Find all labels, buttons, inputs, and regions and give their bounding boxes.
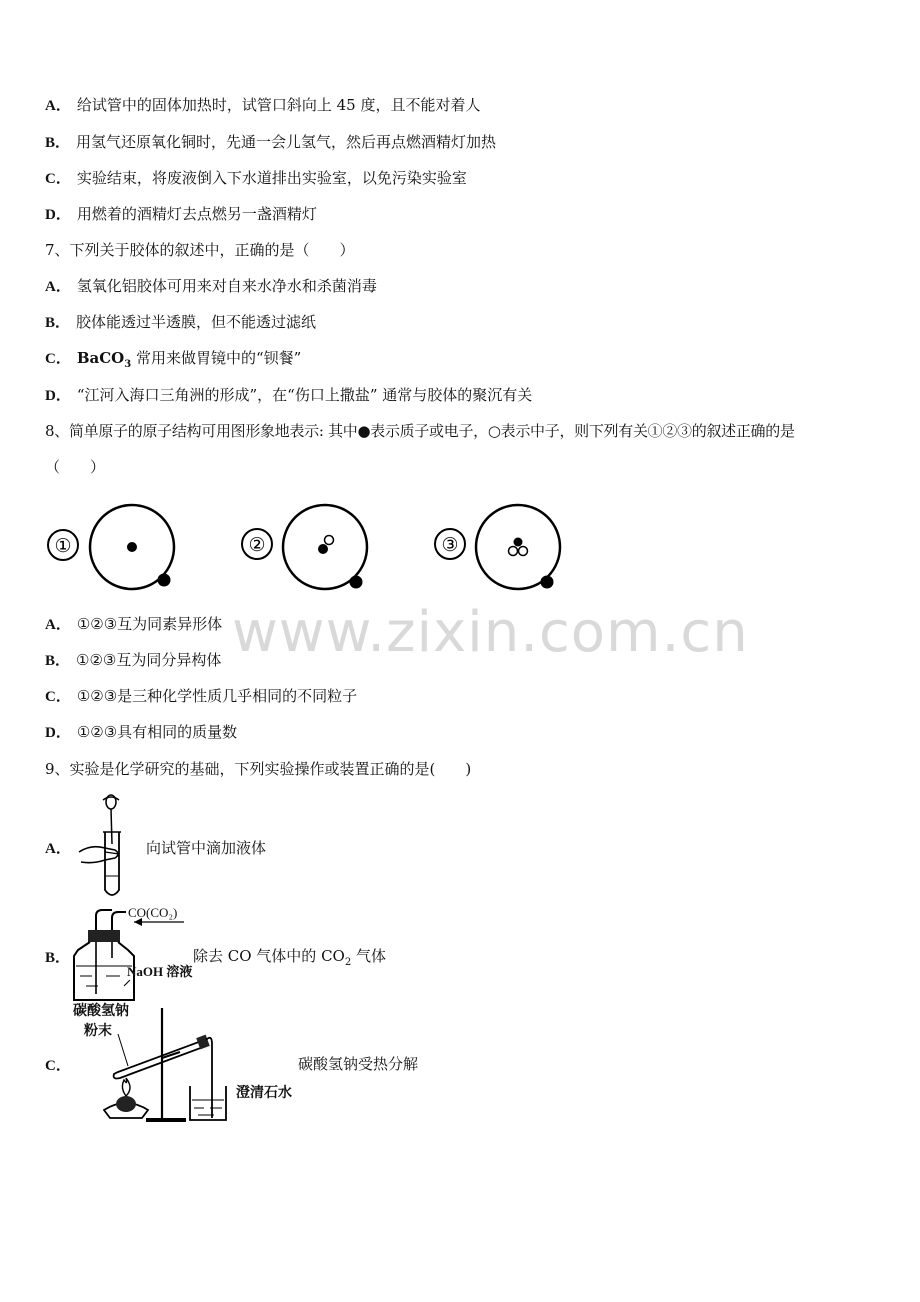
hand-icon <box>79 847 118 863</box>
q9-option-b-text <box>193 946 386 973</box>
inlet-tube-icon <box>96 910 112 930</box>
option-letter: B． <box>45 135 71 151</box>
option-text: “江河入海口三角洲的形成”，在“伤口上撒盐” 通常与胶体的聚沉有关 <box>76 386 533 404</box>
q8-option-d <box>45 722 237 743</box>
powder-pointer <box>118 1034 128 1066</box>
question-9-stem: 9、实验是化学研究的基础，下列实验操作或装置正确的是( ) <box>45 760 472 778</box>
q7-option-b <box>45 312 316 333</box>
atom-2 <box>242 505 367 589</box>
nucleus-neutron-3a <box>509 547 518 556</box>
electron-1 <box>158 574 171 587</box>
atom-diagram-svg <box>45 498 605 598</box>
option-letter: B． <box>45 653 71 669</box>
nucleus-proton-1 <box>127 542 137 552</box>
q7-option-a <box>45 276 377 297</box>
electron-3 <box>541 576 554 589</box>
q7-option-c <box>45 348 301 375</box>
option-letter: B． <box>45 950 71 966</box>
option-letter: D． <box>45 725 71 741</box>
q8-option-b <box>45 650 221 671</box>
watermark: www.zixin.com.cn <box>232 600 749 665</box>
option-letter: D． <box>45 207 71 223</box>
powder-label-1: 碳酸氢钠 <box>73 1004 129 1019</box>
option-text: 用燃着的酒精灯去点燃另一盏酒精灯 <box>76 205 317 223</box>
option-letter: D． <box>45 388 71 404</box>
option-text: ①②③互为同素异形体 <box>76 615 223 633</box>
option-text: ①②③是三种化学性质几乎相同的不同粒子 <box>76 687 358 705</box>
atom-1 <box>48 505 174 589</box>
option-text: 氢氧化铝胶体可用来对自来水净水和杀菌消毒 <box>76 277 377 295</box>
option-b-line <box>45 132 496 153</box>
tube-stopper-icon <box>196 1035 210 1050</box>
option-letter: C． <box>45 351 71 367</box>
dropper-tube-icon <box>111 809 112 844</box>
electron-2 <box>350 576 363 589</box>
atom-label-3: ③ <box>441 534 459 556</box>
formula-subscript: 2 <box>344 957 352 968</box>
atom-label-1: ① <box>54 535 72 557</box>
beaker-svg <box>186 1084 232 1124</box>
option-d-line <box>45 204 317 225</box>
naoh-solution-label: NaOH 溶液 <box>127 964 193 979</box>
option-text: 实验结束，将废液倒入下水道排出实验室，以免污染实验室 <box>76 169 467 187</box>
option-text: ①②③具有相同的质量数 <box>76 723 238 741</box>
heated-test-tube-icon <box>114 1040 206 1079</box>
atom-diagrams <box>45 498 605 598</box>
formula-subscript: 3 <box>124 359 132 370</box>
powder-label-2: 粉末 <box>84 1024 112 1039</box>
q8-option-c <box>45 686 357 707</box>
question-8-paren: （ ） <box>45 458 106 476</box>
q9-option-a <box>45 838 77 859</box>
option-c-line <box>45 168 467 189</box>
gas-label: CO(CO₂) <box>128 905 178 920</box>
q9-option-c-text: 碳酸氢钠受热分解 <box>298 1055 419 1073</box>
atom-label-2: ② <box>248 534 266 556</box>
option-a-line <box>45 95 480 116</box>
option-text: 给试管中的固体加热时，试管口斜向上 45 度，且不能对着人 <box>76 96 481 114</box>
outlet-tube <box>112 912 126 930</box>
option-text: ①②③互为同分异构体 <box>76 651 222 669</box>
label-pointer <box>124 980 130 986</box>
dropper-figure-svg <box>75 792 145 902</box>
nucleus-proton-2 <box>318 544 328 554</box>
q7-option-d <box>45 385 532 406</box>
formula-baco3: BaCO <box>76 349 125 367</box>
nucleus-proton-3 <box>514 538 523 547</box>
nucleus-neutron-2 <box>325 536 334 545</box>
option-letter: B． <box>45 315 71 331</box>
stopper-icon <box>88 930 120 942</box>
option-text: 常用来做胃镜中的“钡餐” <box>131 349 302 367</box>
bottle-icon <box>74 942 134 1000</box>
option-letter: C． <box>45 689 71 705</box>
q9-option-c <box>45 1055 77 1076</box>
option-letter: C． <box>45 1058 71 1074</box>
q9-option-a-text: 向试管中滴加液体 <box>146 839 267 857</box>
stand-base-icon <box>146 1118 186 1122</box>
option-letter: A． <box>45 617 71 633</box>
option-text: 胶体能透过半透膜，但不能透过滤纸 <box>76 313 317 331</box>
option-letter: A． <box>45 98 71 114</box>
option-letter: A． <box>45 279 71 295</box>
limewater-label: 澄清石水 <box>236 1086 292 1101</box>
beaker-figure <box>186 1084 232 1128</box>
option-letter: A． <box>45 841 71 857</box>
option-letter: C． <box>45 171 71 187</box>
nucleus-neutron-3b <box>519 547 528 556</box>
question-7-stem: 7、下列关于胶体的叙述中，正确的是（ ） <box>45 241 355 259</box>
atom-3 <box>435 505 560 589</box>
option-text-suffix: 气体 <box>351 947 387 965</box>
dropper-test-tube-figure <box>75 792 145 906</box>
option-text: 用氢气还原氧化铜时，先通一会儿氢气，然后再点燃酒精灯加热 <box>76 133 497 151</box>
lamp-body-icon <box>116 1096 136 1112</box>
flame-icon <box>122 1078 130 1096</box>
option-text: 除去 CO 气体中的 CO <box>193 947 345 965</box>
fingers-icon <box>103 797 119 800</box>
question-8-stem: 8、简单原子的原子结构可用图形象地表示: 其中●表示质子或电子，○表示中子，则下列有关①②③的叙述正确的是 <box>45 422 795 440</box>
q8-option-a <box>45 614 222 635</box>
